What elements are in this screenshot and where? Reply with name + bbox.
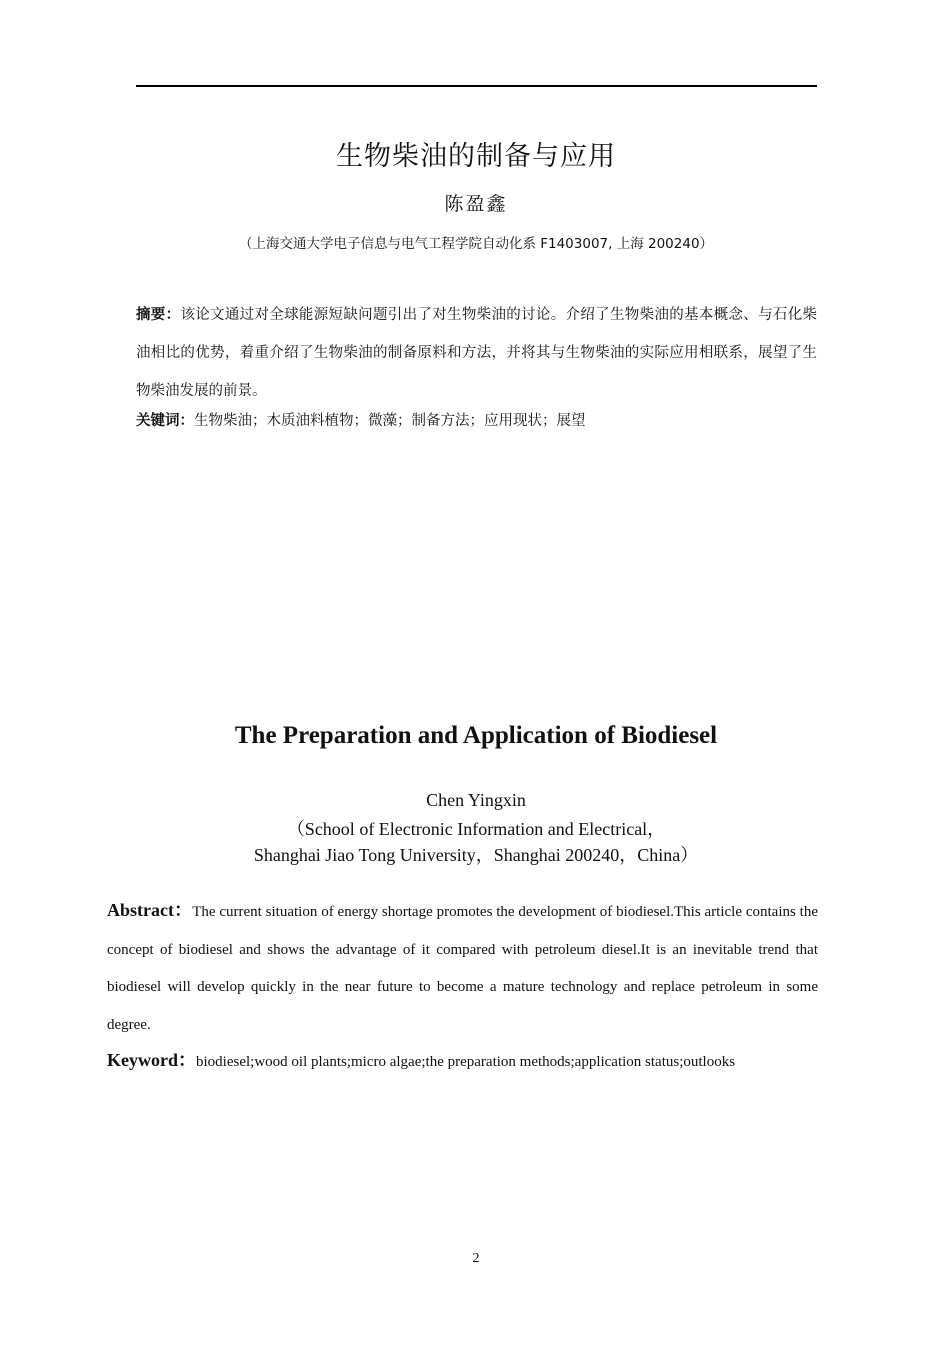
en-keywords	[107, 1045, 818, 1077]
cn-abstract-label: 摘要：	[136, 307, 181, 323]
en-abstract-label: Abstract：	[107, 900, 193, 920]
header-rule	[136, 85, 817, 87]
en-abstract	[107, 892, 818, 1044]
cn-abstract	[136, 296, 817, 410]
en-keywords-label: Keyword：	[107, 1050, 196, 1070]
en-affiliation-line1: （School of Electronic Information and Electrical，	[286, 819, 666, 839]
en-abstract-text: The current situation of energy shortage promotes the development of biodiesel.This article contains the concept of biodiesel and shows the advantage of it compared with petroleum diesel.It is an inevitable trend that biodiesel will develop quickly in the near future to become a mature technology and replace petroleum in some degree.	[107, 904, 818, 1033]
cn-affiliation: （上海交通大学电子信息与电气工程学院自动化系 F1403007, 上海 200240）	[238, 236, 714, 252]
cn-keywords	[136, 406, 817, 436]
cn-abstract-text: 该论文通过对全球能源短缺问题引出了对生物柴油的讨论。介绍了生物柴油的基本概念、与石化柴油相比的优势，着重介绍了生物柴油的制备原料和方法，并将其与生物柴油的实际应用相联系，展望了生物柴油发展的前景。	[136, 307, 818, 399]
en-keywords-text: biodiesel;wood oil plants;micro algae;the preparation methods;application status;outlooks	[196, 1054, 736, 1070]
cn-author: 陈盈鑫	[444, 193, 508, 215]
cn-keywords-text: 生物柴油；木质油料植物；微藻；制备方法；应用现状；展望	[194, 413, 586, 429]
page-number: 2	[472, 1251, 480, 1266]
cn-title: 生物柴油的制备与应用	[336, 141, 616, 172]
cn-keywords-label: 关键词：	[136, 413, 194, 429]
en-author: Chen Yingxin	[426, 790, 526, 810]
en-title: The Preparation and Application of Biodiesel	[234, 722, 718, 749]
en-affiliation-line2: Shanghai Jiao Tong University，Shanghai 200240，China）	[253, 845, 699, 865]
